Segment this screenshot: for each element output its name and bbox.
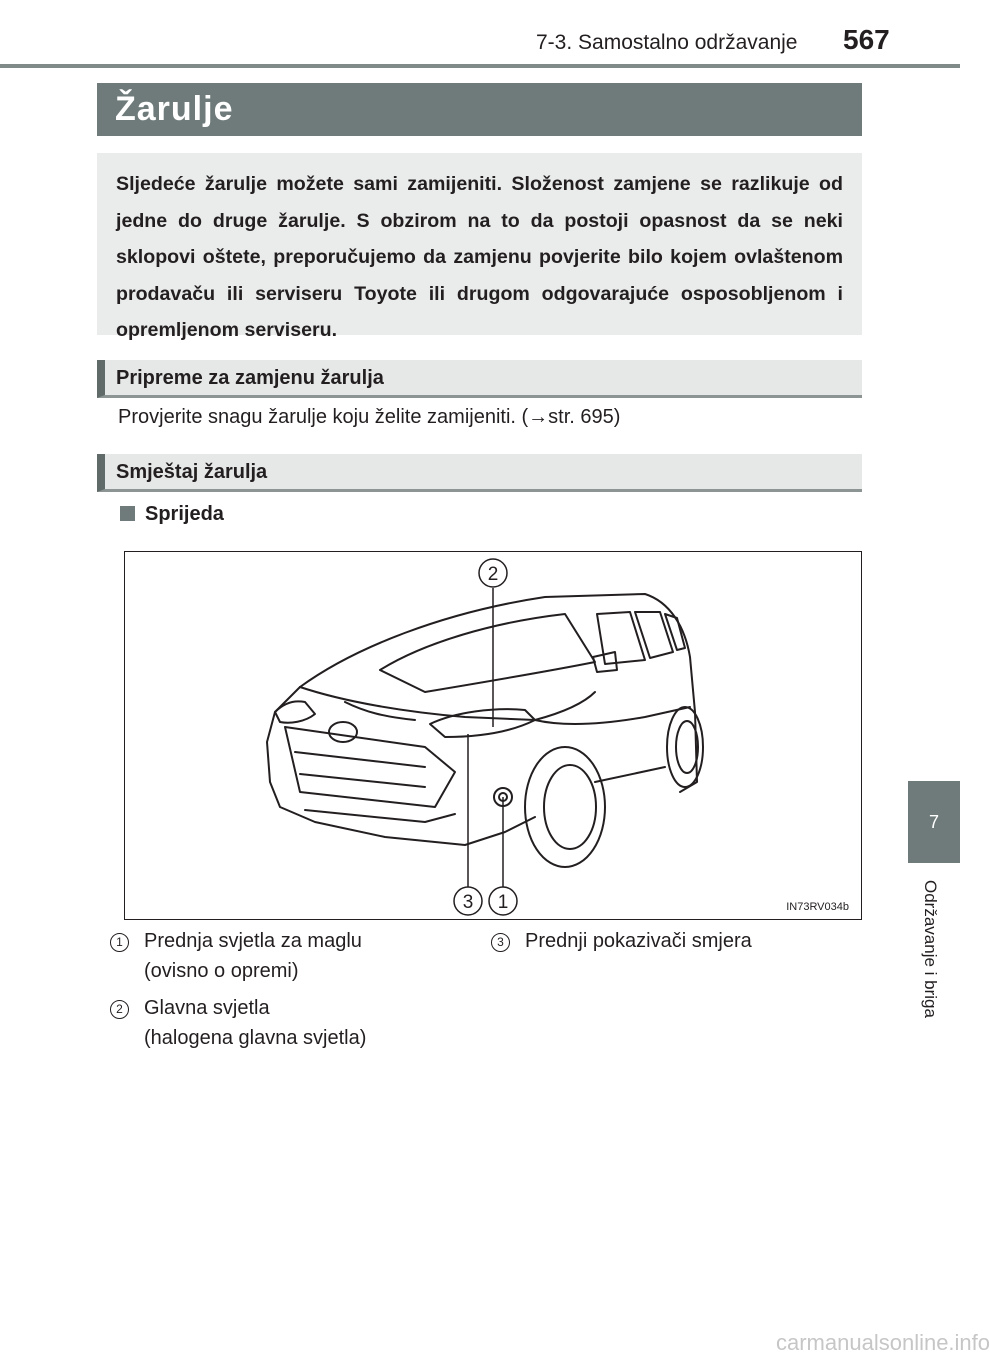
- callout-1: [489, 887, 517, 915]
- header-section-title: 7-3. Samostalno održavanje: [536, 31, 798, 54]
- intro-box: [97, 153, 862, 341]
- figure-code: IN73RV034b: [786, 901, 849, 913]
- legend-num-1: 1: [110, 933, 129, 952]
- callout-3: [454, 887, 482, 915]
- car-illustration: [125, 552, 861, 919]
- location-heading: Smještaj žarulja: [97, 454, 862, 492]
- legend-item-2-line1: Glavna svjetla: [144, 997, 270, 1019]
- legend-num-2: 2: [110, 1000, 129, 1019]
- prep-text: Provjerite snagu žarulje koju želite zamijeniti. (→str. 695): [118, 406, 621, 428]
- page-title: Žarulje: [97, 83, 862, 136]
- square-bullet-icon: [120, 506, 135, 521]
- callout-2-label: 2: [487, 564, 499, 585]
- front-label: Sprijeda: [145, 503, 224, 525]
- chapter-tab: 7: [908, 781, 960, 863]
- legend-item-2: [144, 993, 366, 1053]
- intro-text: Sljedeće žarulje možete sami zamijeniti. Složenost zamjene se razlikuje od jedne do druge žarulje. S obzirom na to da postoji opasnost da se neki sklopovi oštete, preporučujemo da zamjenu povjerite bilo kojem ovlaštenom prodavaču ili serviseru Toyote ili drugom odgovarajuće osposobljenom i opremljenom serviseru.: [116, 173, 843, 341]
- front-subheading: [120, 503, 224, 526]
- car-front-figure: [124, 551, 862, 920]
- legend-item-1: [144, 926, 362, 986]
- legend-item-1-line2: (ovisno o opremi): [144, 960, 299, 982]
- prep-heading: Pripreme za zamjenu žarulja: [97, 360, 862, 398]
- callout-2: [479, 559, 507, 587]
- callout-1-label: 1: [497, 892, 509, 913]
- chapter-label: Održavanje i briga: [921, 880, 940, 1018]
- watermark: carmanualsonline.info: [776, 1330, 990, 1355]
- callout-3-label: 3: [462, 892, 474, 913]
- legend-item-3: [525, 926, 752, 956]
- page-number: 567: [843, 24, 890, 55]
- legend-item-2-line2: (halogena glavna svjetla): [144, 1027, 367, 1049]
- legend-num-3: 3: [491, 933, 510, 952]
- header-divider: [0, 64, 960, 68]
- legend-item-3-line1: Prednji pokazivači smjera: [525, 930, 752, 952]
- legend-item-1-line1: Prednja svjetla za maglu: [144, 930, 362, 952]
